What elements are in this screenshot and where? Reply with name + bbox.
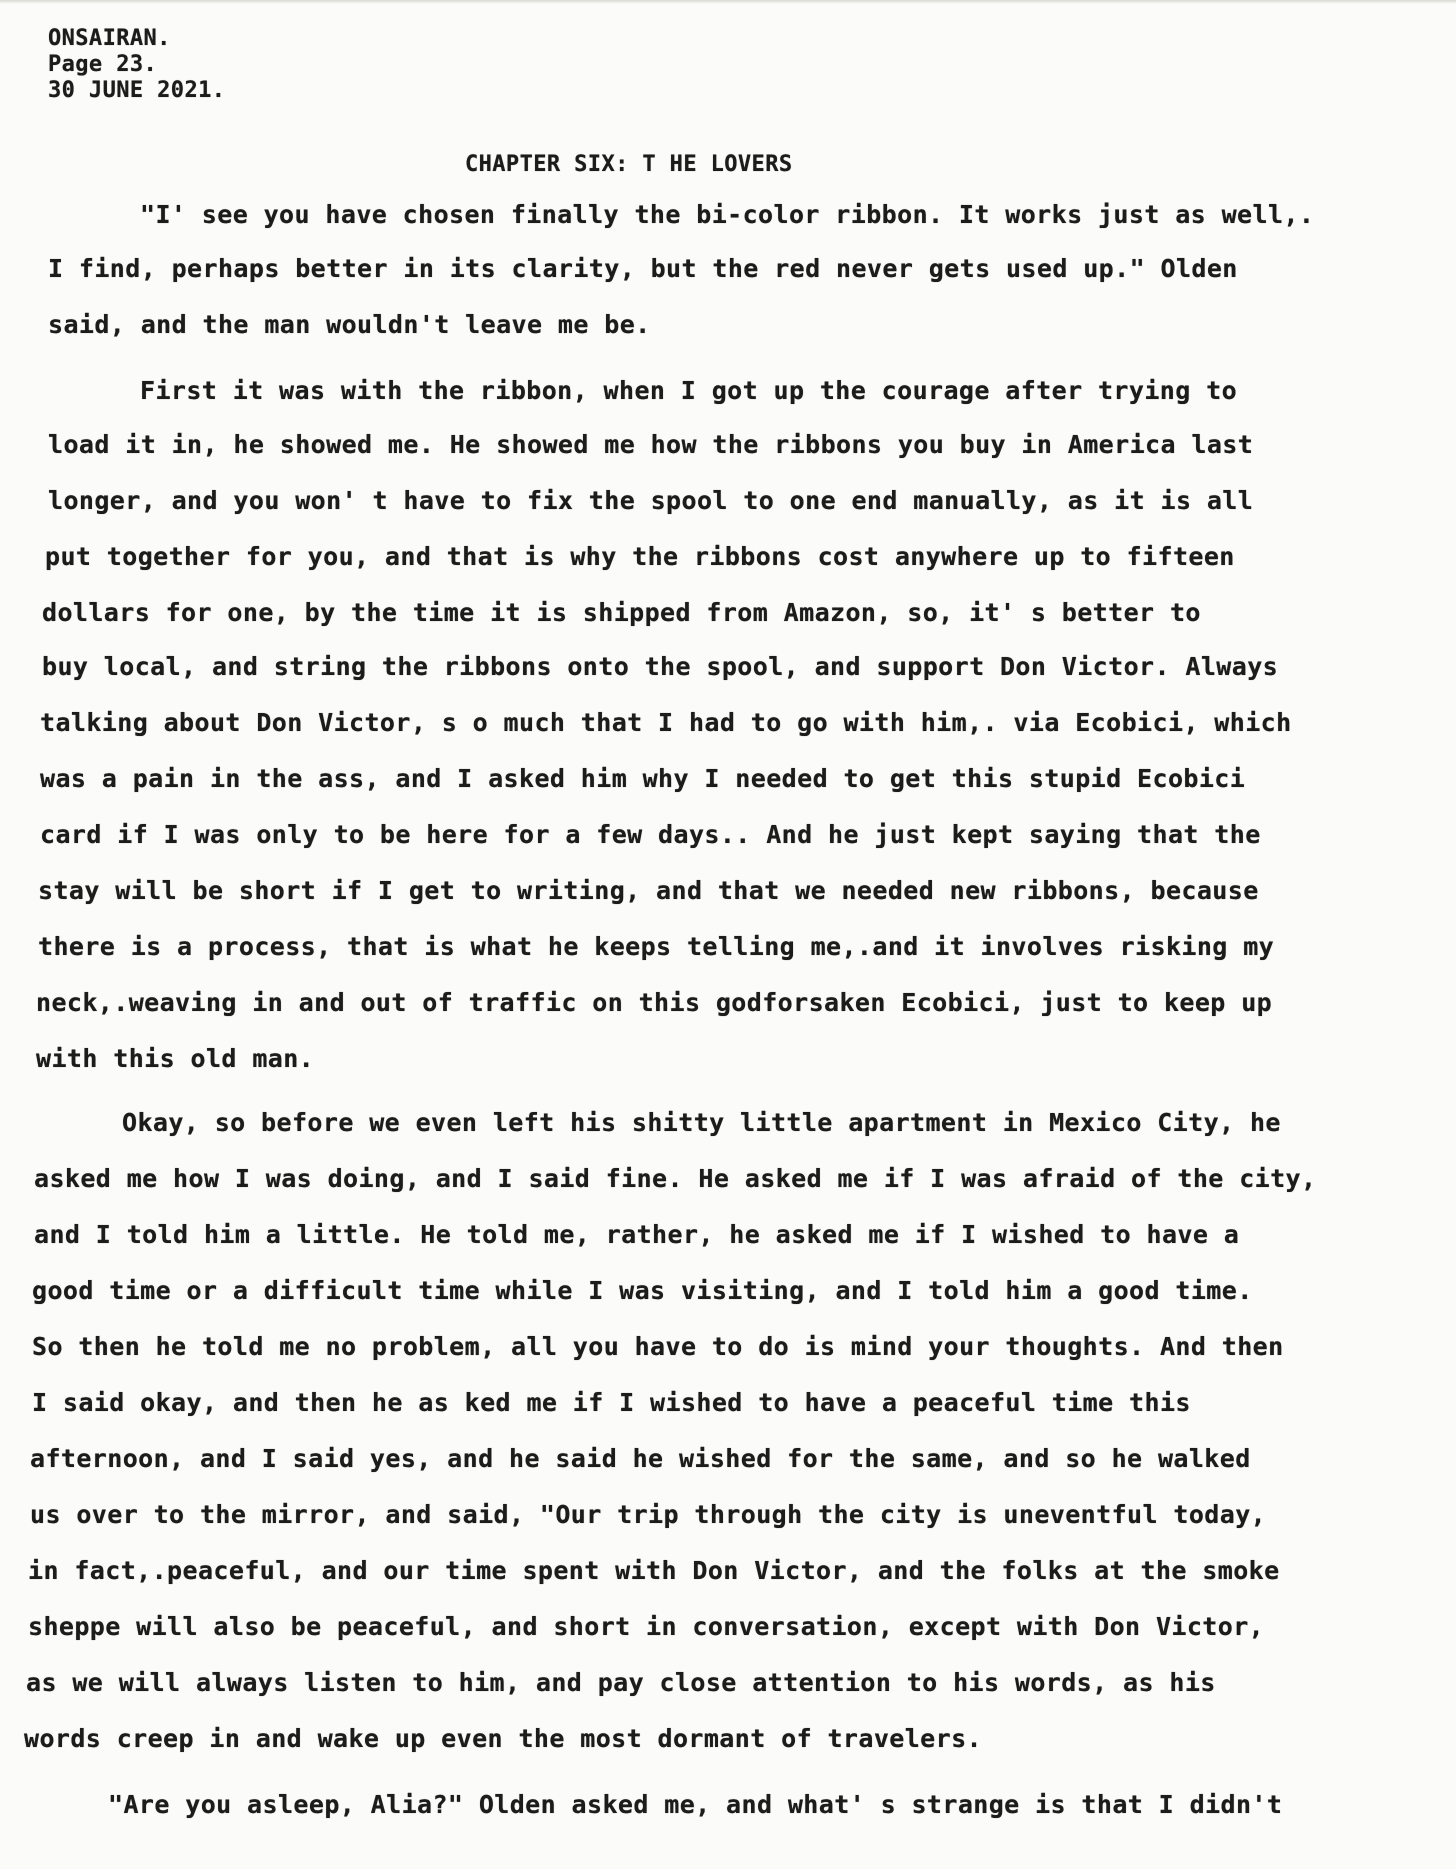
text-line: So then he told me no problem, all you have to do is mind your thoughts. And then bbox=[32, 1332, 1284, 1361]
text-line: words creep in and wake up even the most dormant of travelers. bbox=[24, 1724, 982, 1753]
text-line: "I' see you have chosen finally the bi-color ribbon. It works just as well,. bbox=[140, 200, 1315, 229]
text-line: First it was with the ribbon, when I got up the courage after trying to bbox=[140, 376, 1238, 405]
text-line: put together for you, and that is why the ribbons cost anywhere up to fifteen bbox=[45, 542, 1235, 571]
text-line: said, and the man wouldn't leave me be. bbox=[48, 310, 651, 339]
text-line: afternoon, and I said yes, and he said he wished for the same, and so he walked bbox=[30, 1444, 1251, 1473]
chapter-title: CHAPTER SIX: T HE LOVERS bbox=[465, 152, 793, 177]
header-page-number: Page 23. bbox=[48, 52, 158, 77]
text-line: there is a process, that is what he keeps telling me,.and it involves risking my bbox=[38, 932, 1275, 961]
text-line: I find, perhaps better in its clarity, but the red never gets used up." Olden bbox=[48, 254, 1238, 283]
text-line: buy local, and string the ribbons onto the spool, and support Don Victor. Always bbox=[42, 652, 1279, 681]
text-line: Okay, so before we even left his shitty little apartment in Mexico City, he bbox=[122, 1108, 1281, 1137]
text-line: I said okay, and then he as ked me if I wished to have a peaceful time this bbox=[32, 1388, 1191, 1417]
text-line: dollars for one, by the time it is shipped from Amazon, so, it' s better to bbox=[42, 598, 1201, 627]
text-line: was a pain in the ass, and I asked him why I needed to get this stupid Ecobici bbox=[40, 764, 1246, 793]
text-line: card if I was only to be here for a few days.. And he just kept saying that the bbox=[40, 820, 1261, 849]
header-date: 30 JUNE 2021. bbox=[48, 78, 226, 103]
text-line: good time or a difficult time while I was visiting, and I told him a good time. bbox=[32, 1276, 1253, 1305]
text-line: as we will always listen to him, and pay close attention to his words, as his bbox=[26, 1668, 1216, 1697]
text-line: and I told him a little. He told me, rather, he asked me if I wished to have a bbox=[34, 1220, 1240, 1249]
header-author: ONSAIRAN. bbox=[48, 26, 171, 51]
text-line: in fact,.peaceful, and our time spent with Don Victor, and the folks at the smoke bbox=[28, 1556, 1280, 1585]
text-line: with this old man. bbox=[36, 1044, 315, 1073]
text-line: "Are you asleep, Alia?" Olden asked me, and what' s strange is that I didn't bbox=[108, 1790, 1283, 1819]
page-header bbox=[48, 26, 225, 104]
text-line: asked me how I was doing, and I said fine. He asked me if I was afraid of the city, bbox=[34, 1164, 1317, 1193]
text-line: talking about Don Victor, s o much that I had to go with him,. via Ecobici, which bbox=[40, 708, 1292, 737]
text-line: us over to the mirror, and said, "Our trip through the city is uneventful today, bbox=[30, 1500, 1267, 1529]
text-line: neck,.weaving in and out of traffic on this godforsaken Ecobici, just to keep up bbox=[36, 988, 1273, 1017]
text-line: stay will be short if I get to writing, and that we needed new ribbons, because bbox=[38, 876, 1259, 905]
text-line: load it in, he showed me. He showed me how the ribbons you buy in America last bbox=[48, 430, 1254, 459]
text-line: longer, and you won' t have to fix the spool to one end manually, as it is all bbox=[48, 486, 1254, 515]
text-line: sheppe will also be peaceful, and short in conversation, except with Don Victor, bbox=[28, 1612, 1265, 1641]
page-top-edge bbox=[0, 0, 1456, 4]
